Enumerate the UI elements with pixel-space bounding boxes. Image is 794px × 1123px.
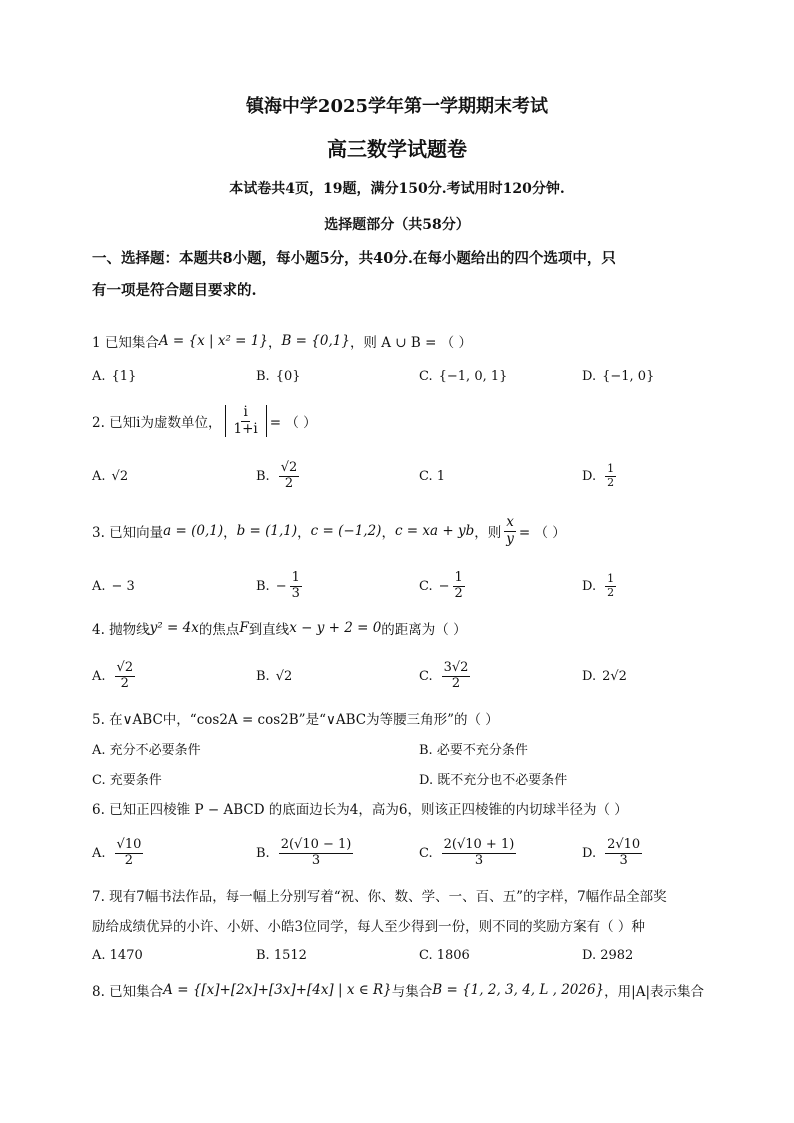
q3-comma: ， (381, 525, 395, 541)
question-7-line-1 (92, 882, 712, 908)
q3-comma: ， (223, 525, 237, 541)
question-6 (92, 796, 712, 820)
q3-option-b[interactable] (256, 564, 305, 608)
q5-option-c[interactable]: C. 充要条件 (92, 772, 162, 788)
q8-mid: 与集合 (391, 984, 433, 1000)
q6-option-c[interactable] (419, 830, 519, 876)
q1-options (92, 356, 712, 396)
q2-options (92, 456, 712, 496)
fraction-numerator: 1 (291, 569, 300, 585)
fraction-numerator: 2(√10 + 1) (443, 836, 515, 852)
q3-option-d[interactable] (582, 564, 619, 608)
q2-option-c[interactable] (419, 456, 445, 496)
q4-line: x − y + 2 = 0 (289, 620, 382, 636)
q3-options (92, 564, 712, 608)
ratio-denominator: y (506, 530, 514, 547)
q7-line-2: 励给成绩优异的小许、小妍、小皓3位同学，每人至少得到一份，则不同的奖励方案有（ ）种 (92, 919, 645, 935)
option-value: 2√2 (602, 668, 627, 684)
option-value: {0} (275, 368, 301, 384)
q2-prefix: 2. 已知i为虚数单位， (92, 415, 222, 431)
option-sign: − (438, 578, 450, 594)
option-fraction (442, 661, 471, 692)
q3-suffix: = （ ） (518, 525, 566, 541)
ratio-numerator: x (506, 513, 514, 530)
q8-prefix: 8. 已知集合 (92, 984, 164, 1000)
option-fraction (279, 461, 300, 492)
q4-suffix: 的距离为（ ） (381, 622, 467, 638)
q5-option-a[interactable]: A. 充分不必要条件 (92, 742, 201, 758)
option-letter: A. (92, 668, 106, 684)
option-fraction (115, 661, 136, 692)
question-2 (92, 398, 712, 444)
option-value: √2 (111, 468, 129, 484)
option-letter: D. (582, 668, 597, 684)
q1-option-b[interactable] (256, 356, 301, 396)
q3-comma: ， (297, 525, 311, 541)
q2-option-d[interactable] (582, 456, 619, 496)
option-value: {−1, 0, 1} (438, 368, 508, 384)
q7-option-b[interactable]: B. 1512 (256, 947, 307, 963)
q8-suffix: ，用|A|表示集合 (604, 984, 705, 1000)
q4-option-c[interactable] (419, 654, 473, 698)
q3-relation: c = xa + yb (394, 523, 475, 539)
option-letter: B. (256, 578, 270, 594)
q1-set-b: B = {0,1} (281, 333, 350, 349)
q6-option-a[interactable] (92, 830, 146, 876)
option-letter: C. (419, 578, 433, 594)
q2-numerator: i (243, 403, 248, 420)
fraction-numerator: √2 (280, 459, 298, 475)
option-letter: A. (92, 368, 106, 384)
option-fraction (279, 838, 354, 869)
fraction-numerator: 2(√10 − 1) (280, 836, 352, 852)
q1-ask: ，则 A ∪ B = （ ） (349, 335, 472, 351)
q4-option-d[interactable] (582, 654, 627, 698)
fraction-denominator: 3 (291, 585, 300, 601)
q3-option-c[interactable] (419, 564, 468, 608)
option-value: − 3 (111, 578, 135, 594)
fraction-numerator: 2√10 (607, 836, 641, 852)
fraction-denominator: 2 (120, 675, 129, 691)
option-letter: A. (92, 845, 106, 861)
fraction-numerator: √10 (116, 836, 142, 852)
q4-option-a[interactable] (92, 654, 138, 698)
q1-prefix: 1 已知集合 (92, 335, 159, 351)
q3-vector-c: c = (−1,2) (310, 523, 382, 539)
q5-options-row-1 (92, 736, 712, 760)
q4-option-b[interactable] (256, 654, 292, 698)
q4-options (92, 654, 712, 698)
fraction-denominator: 2 (454, 585, 463, 601)
fraction-numerator: 3√2 (443, 659, 469, 675)
q7-line-1: 7. 现有7幅书法作品，每一幅上分别写着“祝、你、数、学、一、百、五”的字样，7幅作品全部奖 (92, 889, 667, 905)
option-value: {1} (111, 368, 137, 384)
q4-curve: y² = 4x (149, 620, 199, 636)
option-sign: − (275, 578, 287, 594)
q7-option-d[interactable]: D. 2982 (582, 947, 634, 963)
section-line-1: 一、选择题：本题共8小题，每小题5分，共40分.在每小题给出的四个选项中，只 (92, 250, 616, 267)
exam-title: 镇海中学2025学年第一学期期末考试 (245, 96, 549, 117)
q4-point: F (239, 620, 249, 636)
option-fraction (605, 463, 616, 489)
fraction-numerator: 1 (607, 461, 615, 475)
option-fraction (453, 571, 465, 602)
q1-set-a: A = {x | x² = 1} (158, 333, 268, 349)
q5-option-d[interactable]: D. 既不充分也不必要条件 (419, 772, 568, 788)
option-letter: C. (419, 368, 433, 384)
option-letter: C. (419, 845, 433, 861)
fraction-denominator: 2 (607, 585, 615, 599)
q7-option-a[interactable]: A. 1470 (92, 947, 143, 963)
option-letter: D. (582, 468, 597, 484)
q5-option-b[interactable]: B. 必要不充分条件 (419, 742, 528, 758)
option-fraction (442, 838, 517, 869)
option-value: C. 1 (419, 468, 446, 484)
question-3 (92, 510, 712, 552)
option-letter: C. (419, 668, 433, 684)
section-heading (92, 243, 702, 307)
q2-option-b[interactable] (256, 456, 302, 496)
option-letter: B. (256, 468, 270, 484)
fraction-denominator: 2 (451, 675, 461, 691)
q7-option-c[interactable]: C. 1806 (419, 947, 470, 963)
question-1 (92, 326, 712, 356)
fraction-denominator: 2 (284, 475, 294, 491)
option-letter: D. (582, 368, 597, 384)
q6-option-d[interactable] (582, 830, 645, 876)
q4-mid2: 到直线 (248, 622, 290, 638)
question-8 (92, 976, 712, 1004)
option-fraction (290, 571, 302, 602)
q5-options-row-2 (92, 766, 712, 790)
question-5 (92, 706, 712, 730)
q2-suffix: = （ ） (269, 415, 317, 431)
fraction-denominator: 3 (311, 852, 321, 868)
q2-fraction (232, 405, 260, 437)
q3-option-a[interactable] (92, 564, 135, 608)
fraction-denominator: 3 (619, 852, 628, 868)
q3-vector-a: a = (0,1) (163, 523, 224, 539)
q1-option-a[interactable] (92, 356, 136, 396)
q2-denominator: 1+i (233, 420, 258, 437)
fraction-numerator: 1 (454, 569, 463, 585)
exam-info: 本试卷共4页，19题，满分150分.考试用时120分钟. (229, 181, 565, 197)
option-letter: B. (256, 845, 270, 861)
exam-subtitle: 高三数学试题卷 (327, 137, 467, 161)
option-value: √2 (275, 668, 293, 684)
q5-text: 5. 在∨ABC中，“cos2A = cos2B”是“∨ABC为等腰三角形”的（ ） (92, 712, 499, 728)
q1-option-c[interactable] (419, 356, 507, 396)
q1-option-d[interactable] (582, 356, 654, 396)
q3-vector-b: b = (1,1) (236, 523, 298, 539)
q2-abs-value (225, 405, 267, 437)
option-letter: B. (256, 668, 270, 684)
option-letter: D. (582, 578, 597, 594)
fraction-denominator: 2 (124, 852, 134, 868)
option-letter: B. (256, 368, 270, 384)
q2-option-a[interactable] (92, 456, 128, 496)
q6-text: 6. 已知正四棱锥 P − ABCD 的底面边长为4，高为6，则该正四棱锥的内切球半径为（ ） (92, 802, 628, 818)
q1-sep: ， (267, 335, 282, 351)
q7-options (92, 942, 712, 968)
q4-prefix: 4. 抛物线 (92, 622, 150, 638)
option-letter: A. (92, 468, 106, 484)
option-value: {−1, 0} (602, 368, 655, 384)
q8-set-b: B = {1, 2, 3, 4, L , 2026} (432, 982, 605, 998)
fraction-numerator: 1 (607, 571, 615, 585)
question-7-line-2 (92, 912, 712, 938)
q3-ask: ，则 (474, 525, 502, 541)
option-fraction (605, 573, 616, 599)
q6-options (92, 830, 712, 876)
option-fraction (605, 838, 642, 869)
q4-mid1: 的焦点 (198, 622, 240, 638)
option-fraction (115, 838, 144, 869)
option-letter: A. (92, 578, 106, 594)
question-4 (92, 614, 712, 642)
fraction-denominator: 3 (474, 852, 484, 868)
fraction-numerator: √2 (116, 659, 134, 675)
fraction-denominator: 2 (607, 475, 615, 489)
part-label: 选择题部分（共58分） (324, 217, 470, 233)
option-letter: D. (582, 845, 597, 861)
q3-ratio (504, 515, 516, 547)
q6-option-b[interactable] (256, 830, 356, 876)
q8-set-a: A = {[x]+[2x]+[3x]+[4x] | x ∈ R} (163, 982, 392, 998)
q3-prefix: 3. 已知向量 (92, 525, 164, 541)
section-line-2: 有一项是符合题目要求的. (92, 282, 257, 299)
